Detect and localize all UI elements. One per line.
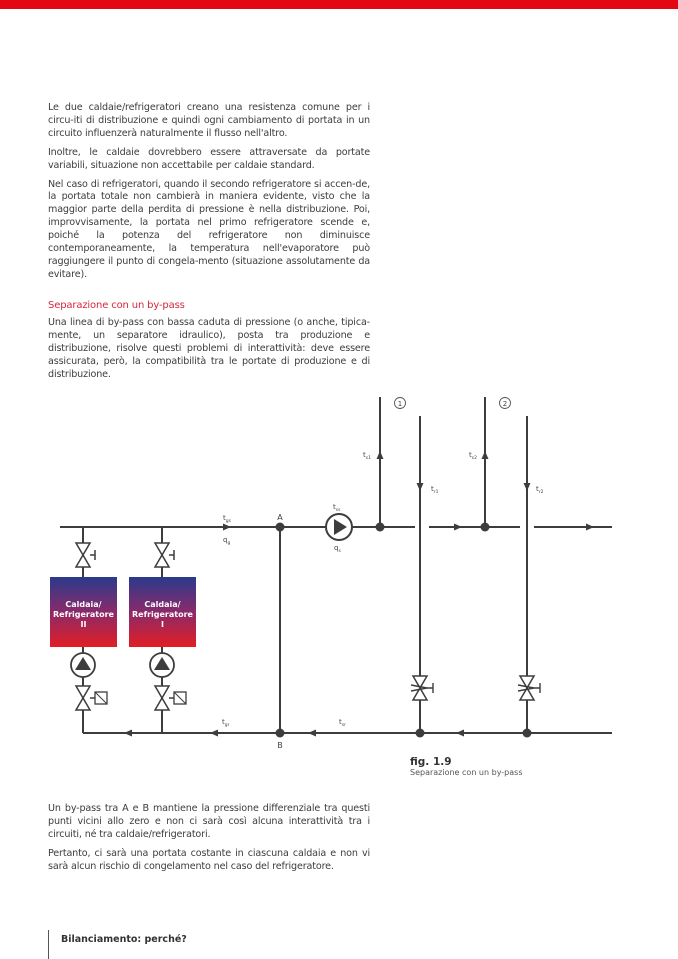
boiler-label: Refrigeratore xyxy=(132,610,193,619)
boiler-label: I xyxy=(161,620,164,629)
boiler-label: Caldaia/ xyxy=(144,600,181,609)
balancing-valve-icon xyxy=(518,676,540,700)
figure-description: Separazione con un by-pass xyxy=(410,768,523,777)
label-tr2: $t_{r2}$ xyxy=(536,485,544,495)
footer-section-title: Bilanciamento: perché? xyxy=(48,930,187,959)
balancing-valve-icon xyxy=(411,676,433,700)
figure-number: fig. 1.9 xyxy=(410,756,452,768)
pump-icon xyxy=(150,653,174,677)
motorized-valve-icon xyxy=(76,686,107,710)
node-a-label: A xyxy=(277,513,283,522)
label-tgr: $t_{gr}$ xyxy=(222,718,230,728)
label-qg: $q_g$ xyxy=(223,536,231,546)
label-tsr: $t_{sr}$ xyxy=(339,718,346,728)
pump-icon xyxy=(71,653,95,677)
label-ts1: $t_{s1}$ xyxy=(363,451,371,461)
valve-icon xyxy=(76,543,95,567)
label-tss: $t_{ss}$ xyxy=(333,503,341,513)
section-heading: Separazione con un by-pass xyxy=(48,300,185,311)
label-tr1: $t_{r1}$ xyxy=(431,485,439,495)
label-ts2: $t_{s2}$ xyxy=(469,451,477,461)
boiler-label: II xyxy=(80,620,87,629)
valve-icon xyxy=(155,543,174,567)
label-tgs: $t_{gs}$ xyxy=(223,514,231,524)
node-b-label: B xyxy=(277,741,283,750)
motorized-valve-icon xyxy=(155,686,186,710)
boiler-label: Caldaia/ xyxy=(65,600,102,609)
paragraph: Inoltre, le caldaie dovrebbero essere attraversate da portate variabili, situazione non accettabile per caldaie standard. xyxy=(48,146,370,171)
outro-text xyxy=(48,803,370,880)
paragraph: Nel caso di refrigeratori, quando il secondo refrigeratore si accen-de, la portata totale non cambierà in maniera evidente, visto che la maggior parte della perdita di pressione è nella distribuzione. Poi, improvvisamente, la portata nel primo refrigeratore scende e, poiché la potenza del refrigeratore non diminuisce contemporaneamente, la temperatura nell'evaporatore può raggiungere il punto di congela-mento (situazione assolutamente da evitare). xyxy=(48,178,370,280)
junction-nodes xyxy=(276,523,532,738)
paragraph: Una linea di by-pass con bassa caduta di pressione (o anche, tipica-mente, un separatore idraulico), posta tra produzione e distribuzione, risolve questi problemi di interattività: deve essere assicurata, però, la compatibilità tra le portate di produzione e di distribuzione. xyxy=(48,316,370,380)
pump-icon xyxy=(326,514,352,540)
boiler-label: Refrigeratore xyxy=(53,610,114,619)
circuit-1-label: 1 xyxy=(397,400,403,408)
figure-caption xyxy=(410,756,523,777)
paragraph: Pertanto, ci sarà una portata costante in ciascuna caldaia e non vi sarà alcun rischio di congelamento nel caso del refrigeratore. xyxy=(48,847,370,872)
paragraph: Le due caldaie/refrigeratori creano una resistenza comune per i circu-iti di distribuzione e quindi ogni cambiamento di portata in un circuito influenzerà naturalmente il flusso nell'altro. xyxy=(48,102,370,139)
label-qs: $q_s$ xyxy=(334,544,341,554)
circuit-2-label: 2 xyxy=(502,400,508,408)
paragraph: Un by-pass tra A e B mantiene la pressione differenziale tra questi punti vicini allo zero e non ci sarà così alcuna interattività tra i circuiti, né tra caldaie/refrigeratori. xyxy=(48,803,370,840)
